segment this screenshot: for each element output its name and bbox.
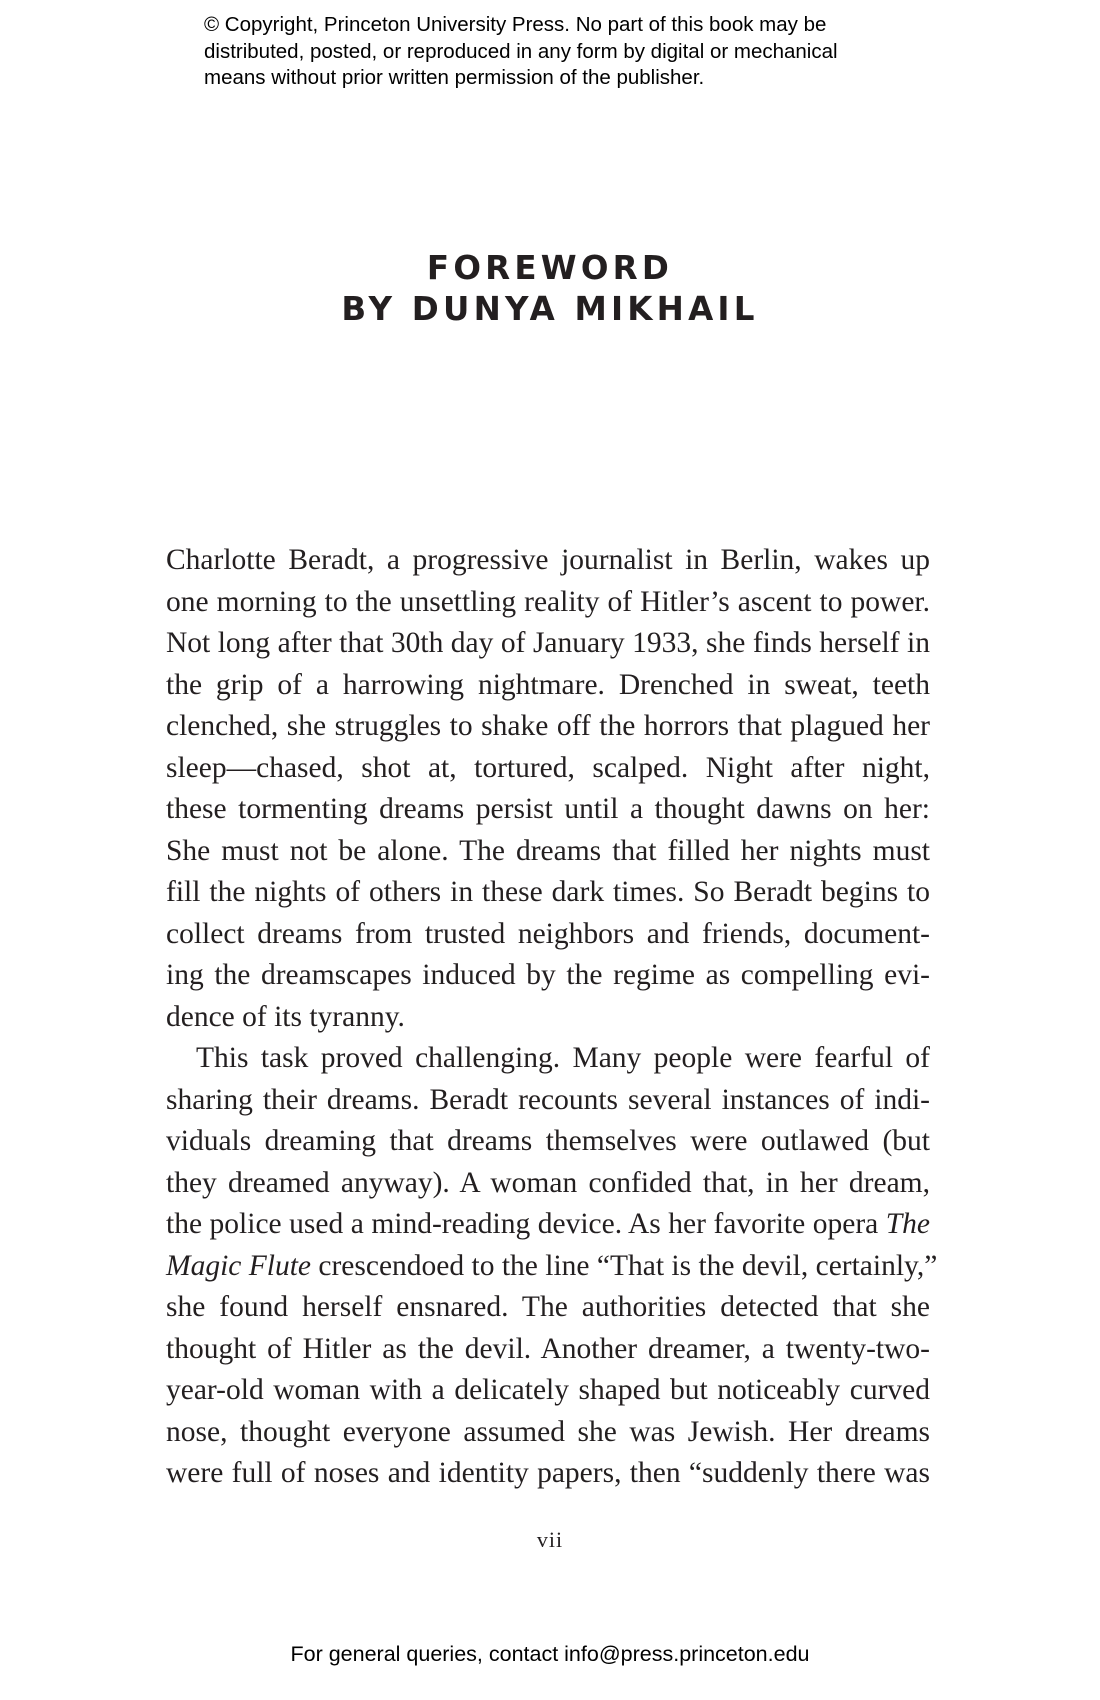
text-line: these tormenting dreams persist until a thought dawns on her:	[166, 793, 930, 825]
text-line: Not long after that 30th day of January 1933, she finds herself in	[166, 627, 930, 659]
chapter-title	[0, 248, 1100, 330]
text-line: dence of its tyranny.	[166, 1000, 405, 1033]
text-line: were full of noses and identity papers, then “suddenly there was	[166, 1457, 930, 1489]
copyright-line: distributed, posted, or reproduced in any form by digital or mechanical	[204, 39, 838, 63]
text-line: she found herself ensnared. The authorities detected that she	[166, 1291, 930, 1323]
text-run: crescendoed to the line “That is the devil, certainly,”	[311, 1249, 938, 1282]
opera-title-italic: Magic Flute	[166, 1249, 311, 1282]
text-line: nose, thought everyone assumed she was Jewish. Her dreams	[166, 1415, 930, 1448]
text-run: the police used a mind-reading device. As her favorite opera	[166, 1208, 886, 1240]
chapter-title-line1: FOREWORD	[426, 249, 674, 287]
text-line: ing the dreamscapes induced by the regime as compelling evi-	[166, 959, 930, 991]
text-line	[166, 1246, 938, 1288]
text-line: one morning to the unsettling reality of Hitler’s ascent to power.	[166, 585, 930, 618]
text-line: fill the nights of others in these dark times. So Beradt begins to	[166, 876, 930, 908]
text-line: they dreamed anyway). A woman confided that, in her dream,	[166, 1166, 930, 1199]
copyright-line: means without prior written permission of the publisher.	[204, 66, 705, 89]
text-line: She must not be alone. The dreams that filled her nights must	[166, 834, 930, 867]
text-line: clenched, she struggles to shake off the horrors that plagued her	[166, 710, 930, 742]
text-line: sharing their dreams. Beradt recounts several instances of indi-	[166, 1083, 930, 1116]
text-line: sleep—chased, shot at, tortured, scalped. Night after night,	[166, 751, 930, 784]
text-line: This task proved challenging. Many people were fearful of	[196, 1042, 930, 1074]
copyright-notice	[204, 12, 924, 92]
text-line: Charlotte Beradt, a progressive journalist in Berlin, wakes up	[166, 544, 930, 576]
paragraph-1	[166, 540, 930, 1038]
paragraph-2	[166, 1038, 938, 1495]
text-line: the grip of a harrowing nightmare. Drenched in sweat, teeth	[166, 668, 930, 701]
chapter-title-line2: BY DUNYA MIKHAIL	[341, 290, 759, 328]
text-line: viduals dreaming that dreams themselves were outlawed (but	[166, 1125, 930, 1157]
text-line: collect dreams from trusted neighbors and friends, document-	[166, 917, 930, 950]
text-line: thought of Hitler as the devil. Another dreamer, a twenty-two-	[166, 1332, 930, 1365]
text-line	[166, 1204, 930, 1246]
opera-title-italic: The	[885, 1208, 930, 1240]
text-line: year-old woman with a delicately shaped but noticeably curved	[166, 1374, 930, 1406]
page-number: vii	[536, 1527, 564, 1552]
copyright-line: © Copyright, Princeton University Press. No part of this book may be	[204, 13, 827, 36]
body-text	[166, 540, 938, 1495]
contact-footer: For general queries, contact info@press.princeton.edu	[290, 1642, 810, 1666]
